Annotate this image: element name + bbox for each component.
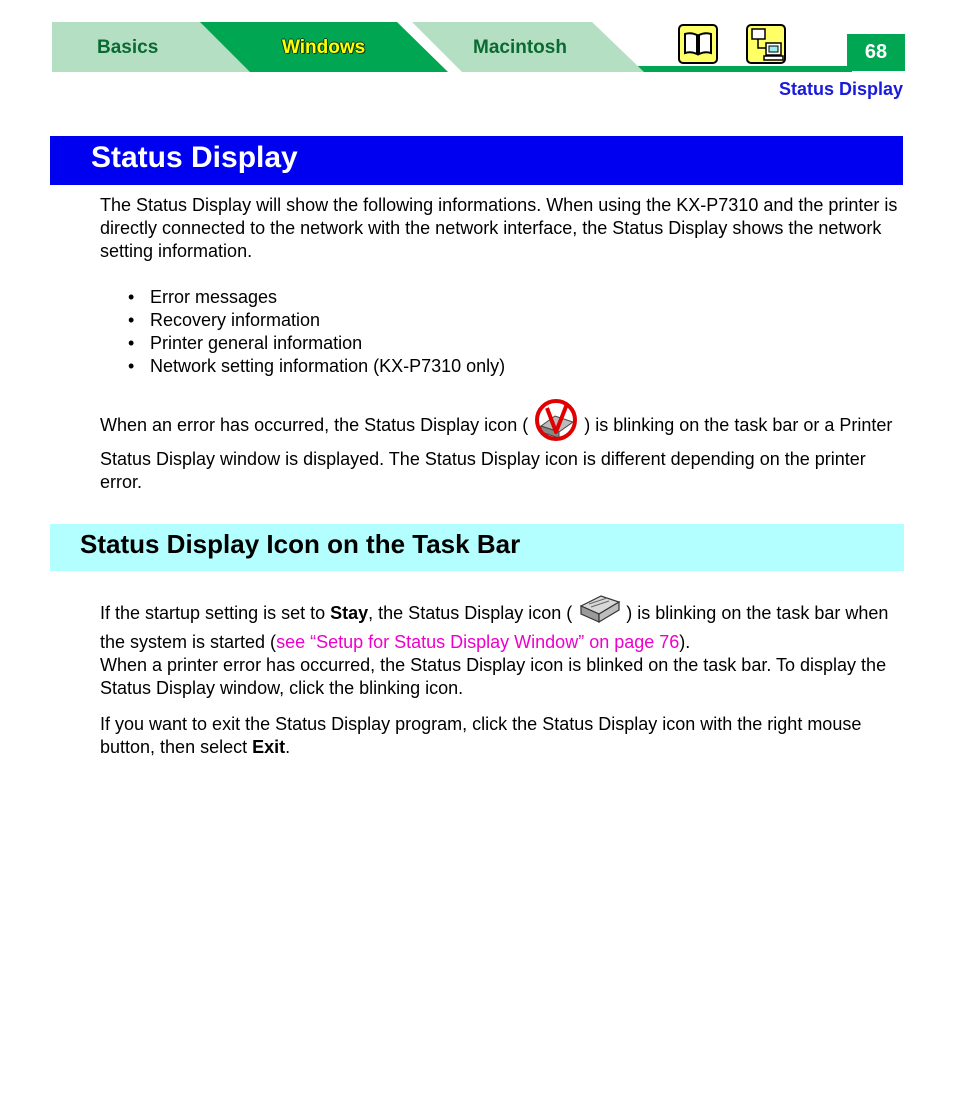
- top-navigation: [52, 22, 905, 72]
- list-item: • Error messages: [128, 287, 278, 307]
- section-title-bar: [50, 524, 904, 571]
- intro-paragraph: The Status Display will show the following informations. When using the KX-P7310 and the printer is directly connected to the network with the network interface, the Status Display shows the network setting information.: [100, 195, 898, 261]
- tab-macintosh[interactable]: Macintosh: [473, 37, 567, 58]
- breadcrumb[interactable]: Status Display: [778, 79, 903, 99]
- page-number: 68: [847, 34, 905, 71]
- page-title: Status Display: [91, 141, 298, 174]
- exit-option: Exit: [252, 737, 286, 757]
- setup-window-link[interactable]: see “Setup for Status Display Window” on page 76: [276, 632, 680, 652]
- book-icon[interactable]: [678, 24, 718, 64]
- tab-basics[interactable]: Basics: [97, 37, 159, 58]
- info-bullet-list: [128, 286, 505, 378]
- printer-icon: [577, 592, 621, 626]
- stay-option: Stay: [330, 602, 369, 623]
- taskbar-paragraph: If the startup setting is set to Stay, the Status Display icon ( ) is blinking on the task bar when the system is started (see “Setup for Status Display Window” on page 76). When a printer error has occurred, the Status Display icon is blinked on the task bar. To display the Status Display window, click the blinking icon.: [100, 597, 900, 700]
- list-item: • Network setting information (KX-P7310 only): [128, 356, 506, 376]
- tab-windows[interactable]: Windows: [282, 37, 366, 58]
- error-paragraph: When an error has occurred, the Status Display icon ( ) is blinking on the task bar or a Printer Status Display window is displayed. The Status Display icon is different depending on the printer error.: [100, 404, 900, 494]
- exit-paragraph: If you want to exit the Status Display program, click the Status Display icon with the right mouse button, then select Exit.: [100, 714, 862, 757]
- list-item: • Printer general information: [128, 333, 363, 353]
- list-item: • Recovery information: [128, 310, 321, 330]
- section-title: Status Display Icon on the Task Bar: [80, 529, 521, 559]
- network-icon[interactable]: [746, 24, 786, 64]
- error-printer-icon: [533, 398, 579, 442]
- page-title-bar: [50, 136, 903, 185]
